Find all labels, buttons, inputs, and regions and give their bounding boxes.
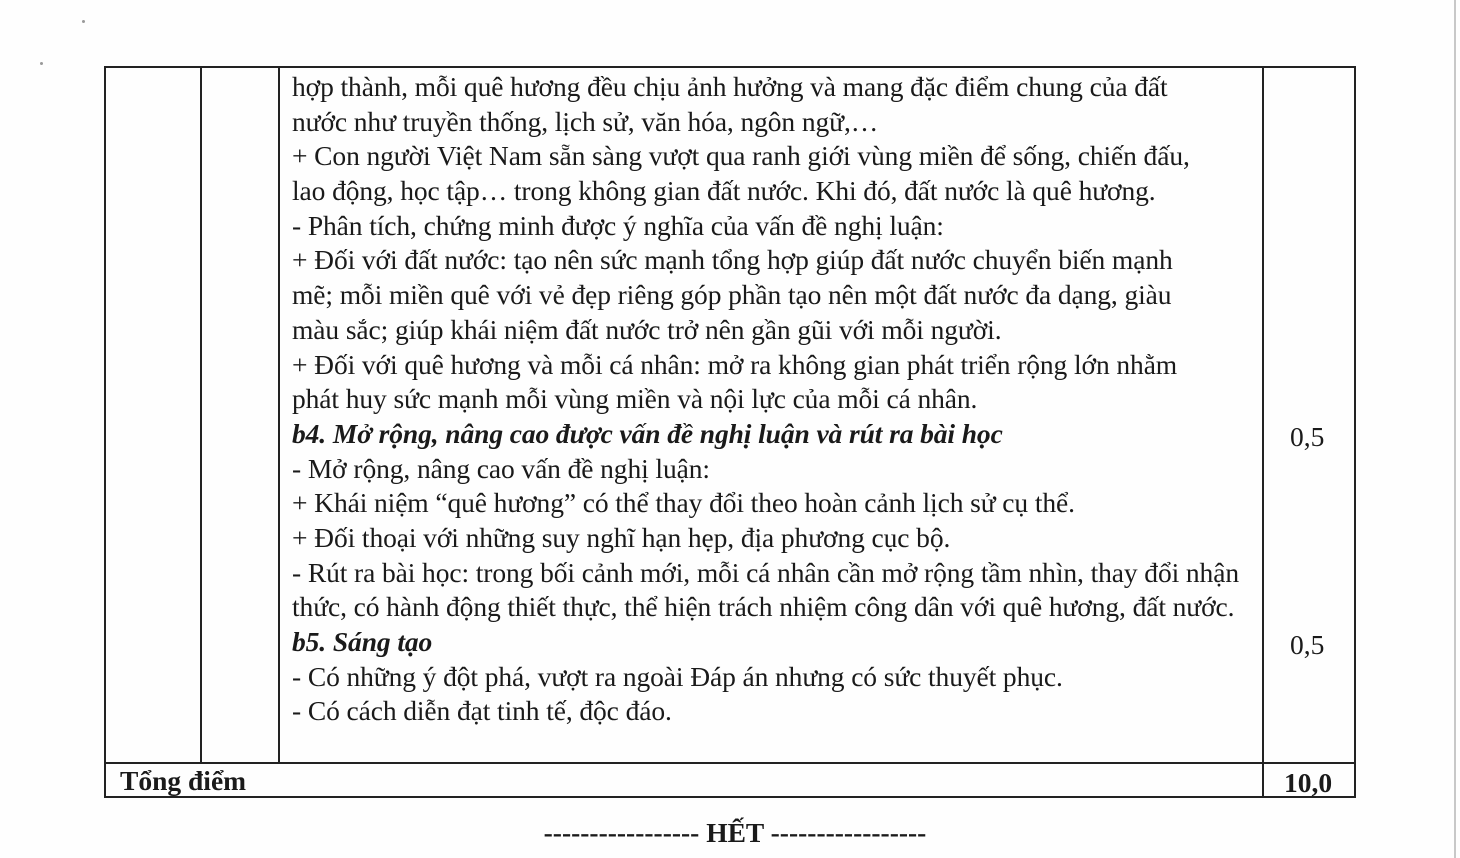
scan-speck <box>40 62 43 65</box>
score-b4: 0,5 <box>1290 421 1325 452</box>
content-line: hợp thành, mỗi quê hương đều chịu ảnh hưởng và mang đặc điểm chung của đất <box>292 71 1168 102</box>
content-line: + Khái niệm “quê hương” có thể thay đổi theo hoàn cảnh lịch sử cụ thể. <box>292 487 1075 519</box>
content-line: + Đối với quê hương và mỗi cá nhân: mở ra không gian phát triển rộng lớn nhằm <box>292 348 1178 380</box>
table-column-divider <box>1262 66 1264 798</box>
score-b5: 0,5 <box>1290 629 1325 660</box>
section-heading: b5. Sáng tạo <box>292 626 433 657</box>
table-column-divider <box>200 66 202 764</box>
content-line: lao động, học tập… trong không gian đất nước. Khi đó, đất nước là quê hương. <box>292 175 1156 207</box>
table-row-divider <box>104 762 1356 764</box>
content-line: - Mở rộng, nâng cao vấn đề nghị luận: <box>292 452 710 484</box>
content-line: - Phân tích, chứng minh được ý nghĩa của vấn đề nghị luận: <box>292 209 944 241</box>
content-line: thức, có hành động thiết thực, thể hiện trách nhiệm công dân với quê hương, đất nước. <box>292 591 1235 623</box>
section-heading: b4. Mở rộng, nâng cao được vấn đề nghị luận và rút ra bài học <box>292 417 1003 449</box>
scan-speck <box>82 20 85 23</box>
content-line: màu sắc; giúp khái niệm đất nước trở nên gần gũi với mỗi người. <box>292 313 1002 345</box>
end-mark: ----------------- HẾT ----------------- <box>543 817 927 848</box>
content-line: - Rút ra bài học: trong bối cảnh mới, mỗi cá nhân cần mở rộng tầm nhìn, thay đổi nhận <box>292 556 1239 588</box>
content-line: phát huy sức mạnh mỗi vùng miền và nội lực của mỗi cá nhân. <box>292 383 978 415</box>
content-line: - Có những ý đột phá, vượt ra ngoài Đáp án nhưng có sức thuyết phục. <box>292 660 1063 692</box>
content-line: + Đối với đất nước: tạo nên sức mạnh tổng hợp giúp đất nước chuyển biến mạnh <box>292 244 1173 276</box>
total-label: Tổng điểm <box>120 765 247 796</box>
page-edge <box>1454 0 1456 858</box>
total-value: 10,0 <box>1284 767 1333 798</box>
content-line: - Có cách diễn đạt tinh tế, độc đáo. <box>292 695 672 727</box>
content-line: + Đối thoại với những suy nghĩ hạn hẹp, địa phương cục bộ. <box>292 521 951 553</box>
answer-content <box>292 70 1262 729</box>
content-line: mẽ; mỗi miền quê với vẻ đẹp riêng góp phần tạo nên một đất nước đa dạng, giàu <box>292 279 1172 311</box>
table-column-divider <box>278 66 280 764</box>
content-line: + Con người Việt Nam sẵn sàng vượt qua ranh giới vùng miền để sống, chiến đấu, <box>292 140 1190 172</box>
content-line: nước như truyền thống, lịch sử, văn hóa, ngôn ngữ,… <box>292 105 879 137</box>
